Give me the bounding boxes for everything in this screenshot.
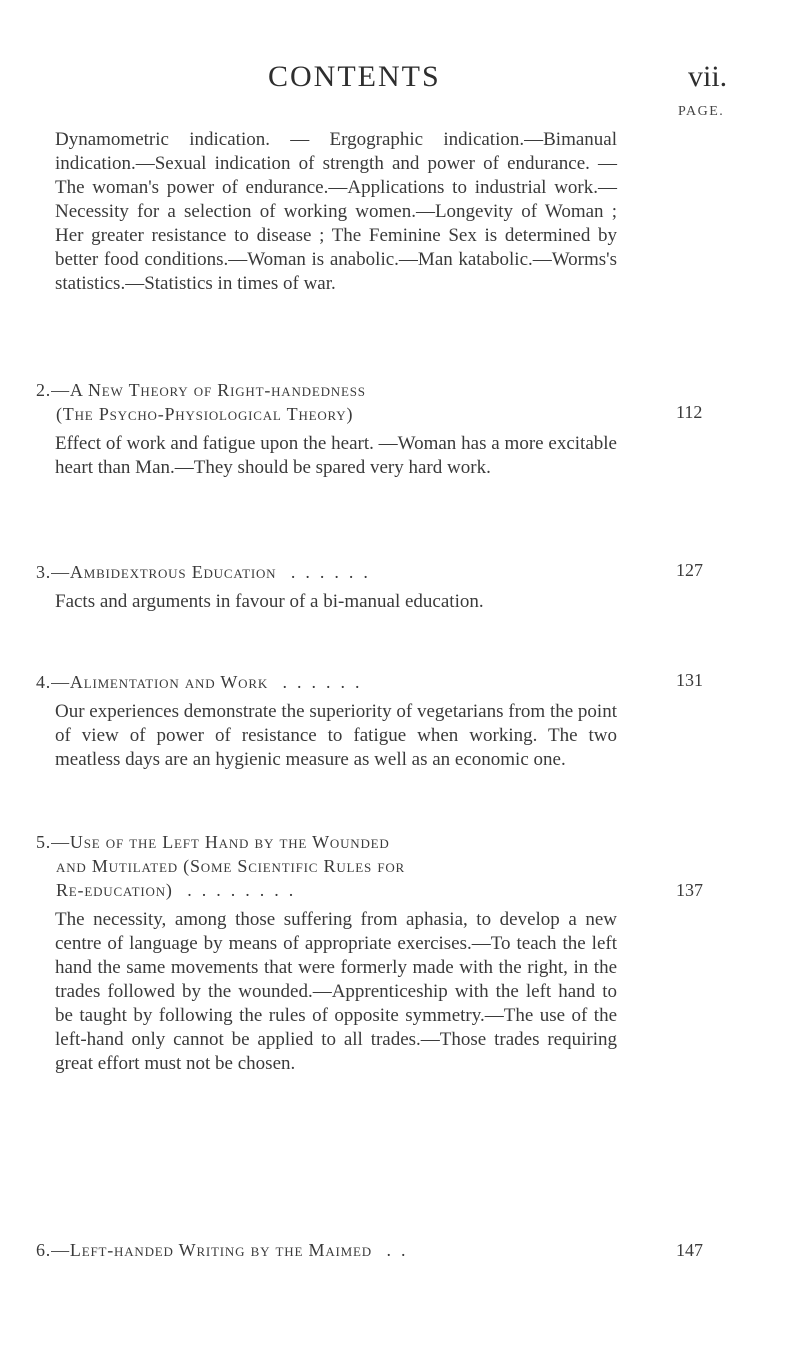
leader-dots: ...... <box>276 562 378 582</box>
entry-title-line: A New Theory of Right-handedness <box>69 380 366 400</box>
entry-title-line: and Mutilated (Some Scientific Rules for <box>56 856 406 876</box>
entry-title-line: Alimentation and Work <box>69 672 269 692</box>
entry-number: 3.— <box>36 562 70 582</box>
toc-entry-5-page[interactable]: 137 <box>676 880 703 900</box>
toc-entry-3-page[interactable]: 127 <box>676 560 703 580</box>
toc-entry-2-title[interactable] <box>36 378 636 426</box>
toc-entry-5-title[interactable] <box>36 830 636 902</box>
header-page-number: vii. <box>688 60 728 93</box>
entry-title-line: Left-handed Writing by the Maimed <box>69 1240 372 1260</box>
entry-title-line: (The Psycho-Physiological Theory) <box>56 404 354 424</box>
header-title: CONTENTS <box>268 60 441 93</box>
toc-entry-3-description: Facts and arguments in favour of a bi-manual education. <box>55 591 484 612</box>
entry-number: 4.— <box>36 672 70 692</box>
entry-title-line: Re-education) <box>56 880 173 900</box>
entry-number: 2.— <box>36 380 70 400</box>
toc-entry-6-title[interactable] <box>36 1238 636 1262</box>
entry-number: 5.— <box>36 832 70 852</box>
toc-entry-6-page[interactable]: 147 <box>676 1240 703 1260</box>
toc-entry-2-page[interactable]: 112 <box>676 402 703 422</box>
toc-entry-4-description: Our experiences demonstrate the superiority of vegetarians from the point of view of power of resistance to fatigue when working. The two meatless days are an hygienic measure as well as an economic one. <box>55 701 617 770</box>
toc-entry-4-title[interactable] <box>36 670 636 694</box>
entry-title-line: Use of the Left Hand by the Wounded <box>69 832 390 852</box>
toc-entry-2-description: Effect of work and fatigue upon the heart. —Woman has a more excitable heart than Man.—They should be spared very hard work. <box>55 433 617 478</box>
toc-entry-4-page[interactable]: 131 <box>676 670 703 690</box>
intro-paragraph: Dynamometric indication. — Ergographic indication.—Bimanual indication.—Sexual indication of strength and power of endurance. — The woman's power of endurance.—Applications to industrial work.—Necessity for a selection of working women.—Longevity of Woman ; Her greater resistance to disease ; The Feminine Sex is determined by better food conditions.—Woman is anabolic.—Man katabolic.—Worms's statistics.—Statistics in times of war. <box>55 129 617 294</box>
entry-title-line: Ambidextrous Education <box>69 562 277 582</box>
leader-dots: ...... <box>268 672 370 692</box>
page-column-label: PAGE. <box>678 104 725 119</box>
entry-title-line-3 <box>36 878 636 902</box>
toc-entry-5-description: The necessity, among those suffering from aphasia, to develop a new centre of language by means of appropriate exercises.—To teach the left hand the same movements that were formerly made with the right, in the trades followed by the wounded.—Apprenticeship with the left hand to be taught by following the rules of opposite symmetry.—The use of the left-hand only cannot be applied to all trades.—Those trades requiring great effort must not be chosen. <box>55 909 617 1074</box>
entry-number: 6.— <box>36 1240 70 1260</box>
leader-dots: ........ <box>172 880 304 900</box>
leader-dots: .. <box>371 1240 416 1260</box>
toc-entry-3-title[interactable] <box>36 560 636 584</box>
